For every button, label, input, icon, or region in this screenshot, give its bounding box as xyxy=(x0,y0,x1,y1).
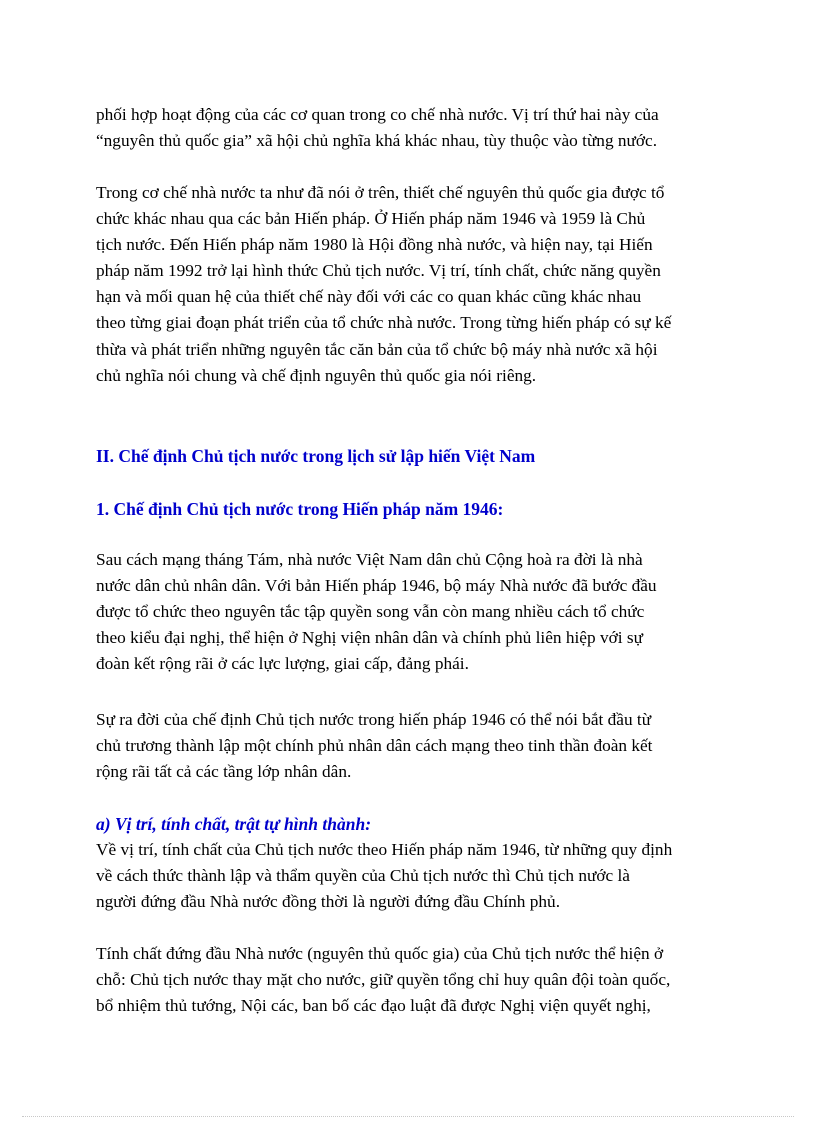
paragraph-4 xyxy=(96,707,736,785)
subsection-heading-italic: a) Vị trí, tính chất, trật tự hình thành: xyxy=(96,814,372,834)
paragraph-3 xyxy=(96,547,736,677)
paragraph-line: Sau cách mạng tháng Tám, nhà nước Việt Nam dân chủ Cộng hoà ra đời là nhà xyxy=(96,550,643,569)
subsection-heading: 1. Chế định Chủ tịch nước trong Hiến pháp năm 1946: xyxy=(96,499,504,519)
paragraph-1 xyxy=(96,102,736,154)
paragraph-line: chỗ: Chủ tịch nước thay mặt cho nước, giữ quyền tổng chỉ huy quân đội toàn quốc, xyxy=(96,970,671,990)
paragraph-line: tịch nước. Đến Hiến pháp năm 1980 là Hội đồng nhà nước, và hiện nay, tại Hiến xyxy=(96,235,653,255)
paragraph-line: “nguyên thủ quốc gia” xã hội chủ nghĩa khá khác nhau, tùy thuộc vào từng nước. xyxy=(96,131,658,151)
paragraph-line: phối hợp hoạt động của các cơ quan trong co chế nhà nước. Vị trí thứ hai này của xyxy=(96,105,659,124)
paragraph-line: về cách thức thành lập và thẩm quyền của Chủ tịch nước thì Chủ tịch nước là xyxy=(96,866,630,886)
section-heading: II. Chế định Chủ tịch nước trong lịch sử lập hiến Việt Nam xyxy=(96,446,536,466)
paragraph-line: chủ trương thành lập một chính phủ nhân dân cách mạng theo tinh thần đoàn kết xyxy=(96,736,653,756)
paragraph-line: rộng rãi tất cả các tầng lớp nhân dân. xyxy=(96,762,352,782)
paragraph-line: Trong cơ chế nhà nước ta như đã nói ở trên, thiết chế nguyên thủ quốc gia được tổ xyxy=(96,183,665,202)
paragraph-line: pháp năm 1992 trở lại hình thức Chủ tịch nước. Vị trí, tính chất, chức năng quyền xyxy=(96,261,661,281)
paragraph-6 xyxy=(96,941,736,1019)
paragraph-line: nước dân chủ nhân dân. Với bản Hiến pháp 1946, bộ máy Nhà nước đã bước đầu xyxy=(96,576,657,596)
paragraph-line: theo kiểu đại nghị, thể hiện ở Nghị viện nhân dân và chính phủ liên hiệp với sự xyxy=(96,628,643,648)
paragraph-5 xyxy=(96,837,736,915)
paragraph-line: chức khác nhau qua các bản Hiến pháp. Ở Hiến pháp năm 1946 và 1959 là Chủ xyxy=(96,209,646,229)
paragraph-line: chủ nghĩa nói chung và chế định nguyên thủ quốc gia nói riêng. xyxy=(96,365,537,385)
paragraph-line: người đứng đầu Nhà nước đồng thời là người đứng đầu Chính phủ. xyxy=(96,892,561,912)
paragraph-line: bổ nhiệm thủ tướng, Nội các, ban bố các đạo luật đã được Nghị viện quyết nghị, xyxy=(96,996,651,1016)
paragraph-line: đoàn kết rộng rãi ở các lực lượng, giai cấp, đảng phái. xyxy=(96,654,469,674)
paragraph-line: hạn và mối quan hệ của thiết chế này đối với các co quan khác cũng khác nhau xyxy=(96,287,642,307)
paragraph-line: được tổ chức theo nguyên tắc tập quyền song vẫn còn mang nhiều cách tổ chức xyxy=(96,602,645,622)
paragraph-line: Về vị trí, tính chất của Chủ tịch nước theo Hiến pháp năm 1946, từ những quy định xyxy=(96,840,673,859)
paragraph-line: Sự ra đời của chế định Chủ tịch nước trong hiến pháp 1946 có thể nói bắt đầu từ xyxy=(96,710,652,729)
paragraph-line: Tính chất đứng đầu Nhà nước (nguyên thủ quốc gia) của Chủ tịch nước thể hiện ở xyxy=(96,944,664,963)
page-bottom-divider xyxy=(22,1116,794,1117)
paragraph-line: theo từng giai đoạn phát triển của tổ chức nhà nước. Trong từng hiến pháp có sự kế xyxy=(96,313,672,333)
paragraph-2 xyxy=(96,180,736,389)
paragraph-line: thừa và phát triển những nguyên tắc căn bản của tổ chức bộ máy nhà nước xã hội xyxy=(96,339,658,359)
